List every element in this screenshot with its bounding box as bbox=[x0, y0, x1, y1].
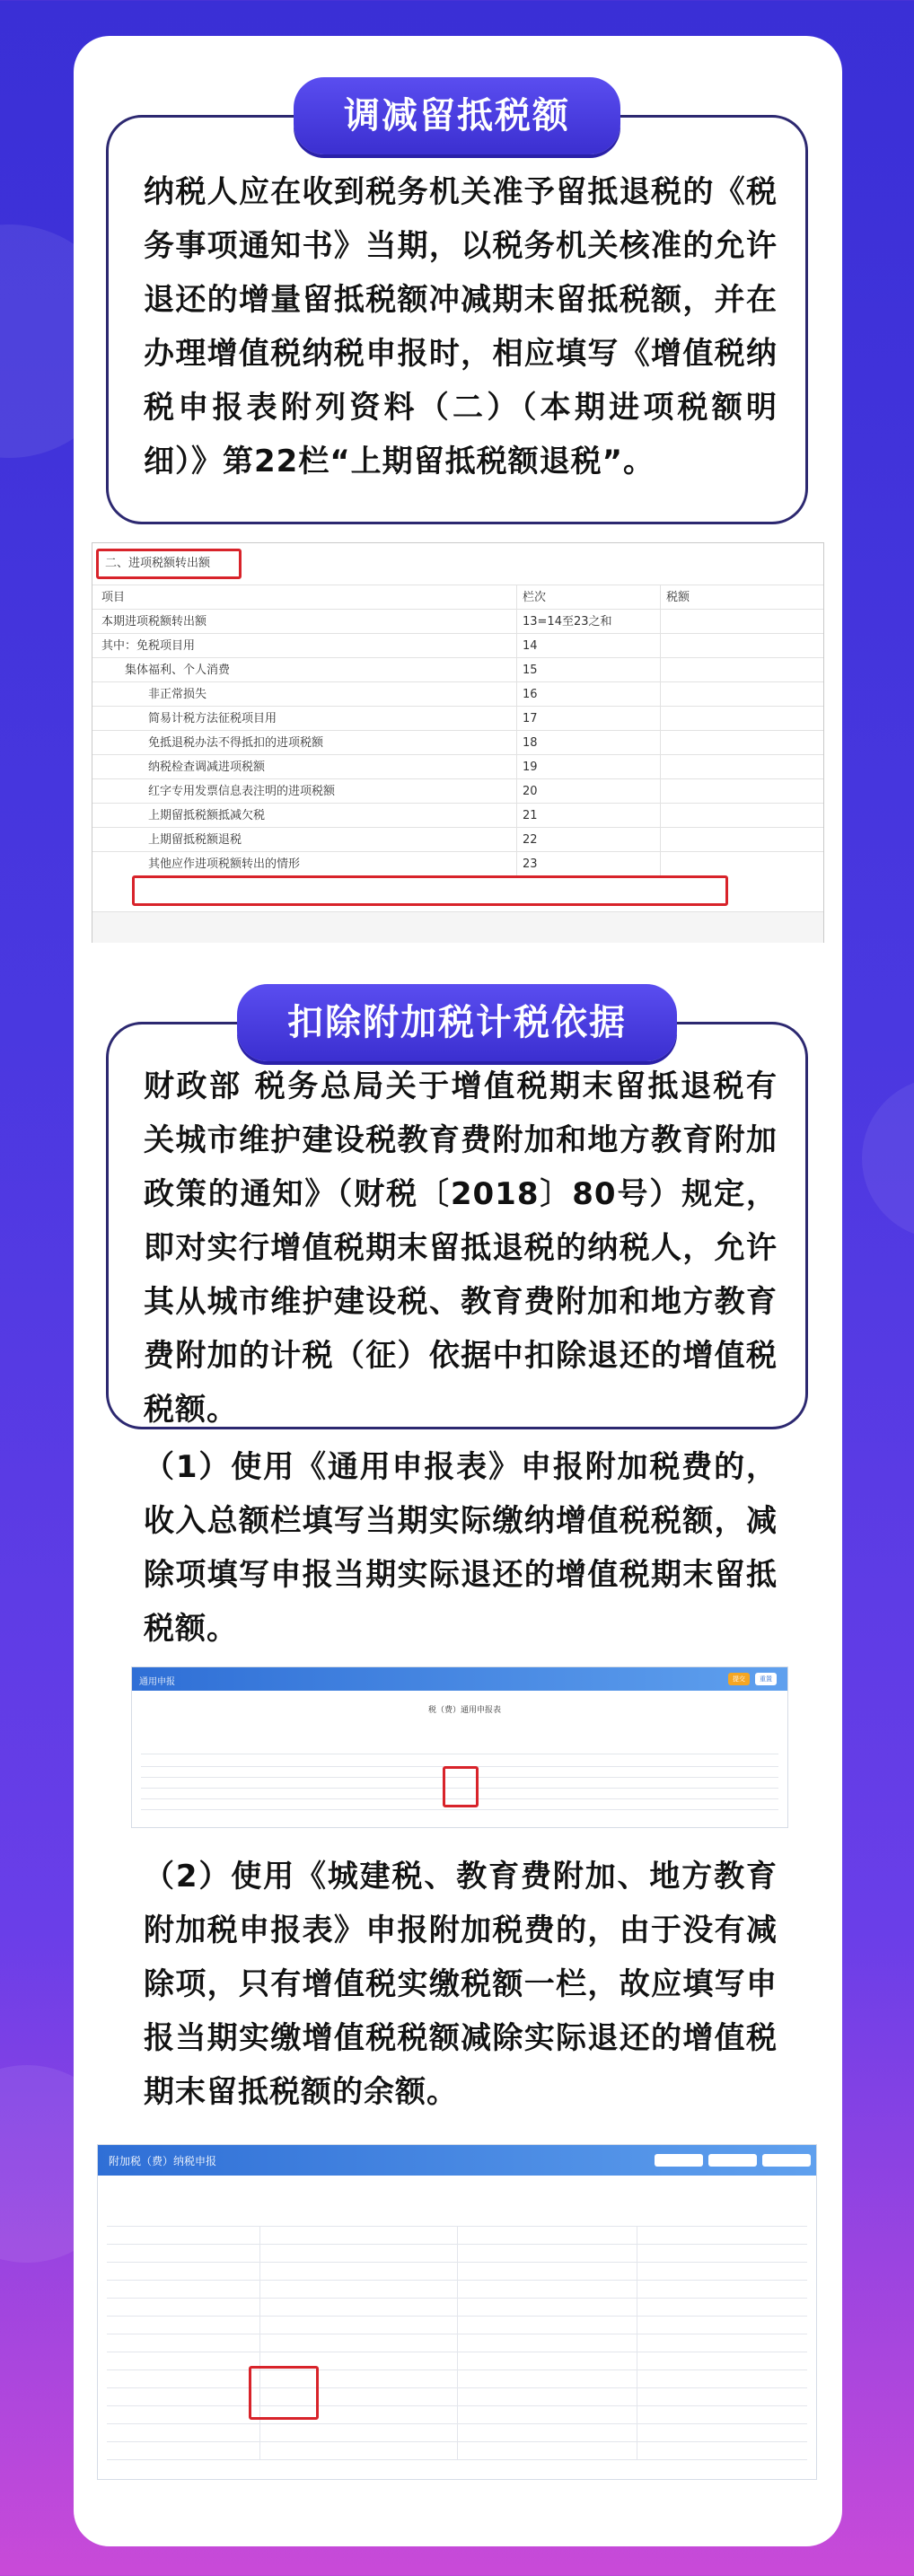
table-row bbox=[92, 633, 823, 658]
highlight-box bbox=[96, 549, 242, 579]
section2-para2: （2）使用《城建税、教育费附加、地方教育附加税申报表》申报附加税费的，由于没有减除项，只有增值税实缴税额一栏，故应填写申报当期实缴增值税税额减除实际退还的增值税期末留抵税额的余额。 bbox=[144, 1859, 778, 2110]
table-row bbox=[92, 754, 823, 779]
row-value bbox=[660, 779, 828, 804]
table-row bbox=[92, 803, 823, 828]
screenshot-header-title: 通用申报 bbox=[139, 1677, 175, 1687]
row-item: 集体福利、个人消费 bbox=[125, 664, 231, 677]
general-return-screenshot bbox=[131, 1666, 788, 1828]
row-col: 22 bbox=[516, 828, 657, 852]
table-header: 税额 bbox=[660, 585, 828, 610]
row-value bbox=[660, 707, 828, 731]
screenshot-subtitle: 税（费）通用申报表 bbox=[428, 1706, 502, 1715]
table-row bbox=[92, 778, 823, 804]
table-row bbox=[92, 851, 823, 876]
row-col: 21 bbox=[516, 804, 657, 828]
row-col: 13=14至23之和 bbox=[516, 610, 657, 634]
table-row bbox=[92, 681, 823, 707]
row-value bbox=[660, 828, 828, 852]
section2-para1: （1）使用《通用申报表》申报附加税费的，收入总额栏填写当期实际缴纳增值税税额，减除项填写申报当期实际退还的增值税期末留抵税额。 bbox=[144, 1449, 778, 1647]
row-col: 23 bbox=[516, 852, 657, 876]
screenshot-header bbox=[98, 2145, 816, 2176]
row-col: 17 bbox=[516, 707, 657, 731]
row-col: 15 bbox=[516, 658, 657, 682]
row-value bbox=[660, 755, 828, 779]
section1-title: 调减留抵税额 bbox=[294, 77, 620, 154]
row-item: 简易计税方法征税项目用 bbox=[148, 712, 277, 725]
row-item: 纳税检查调减进项税额 bbox=[148, 760, 266, 774]
row-value bbox=[660, 634, 828, 658]
table-row bbox=[92, 609, 823, 634]
surtax-return-screenshot bbox=[97, 2144, 817, 2480]
row-item: 上期留抵税额抵减欠税 bbox=[148, 809, 266, 822]
row-col: 19 bbox=[516, 755, 657, 779]
row-item: 免抵退税办法不得抵扣的进项税额 bbox=[148, 736, 324, 750]
table-header: 项目 bbox=[101, 591, 126, 604]
row-item: 红字专用发票信息表注明的进项税额 bbox=[148, 785, 336, 798]
row-value bbox=[660, 682, 828, 707]
table-row bbox=[92, 657, 823, 682]
screenshot-header bbox=[132, 1667, 787, 1691]
row-item: 非正常损失 bbox=[148, 688, 207, 701]
screenshot-header-title: 附加税（费）纳税申报 bbox=[109, 2155, 217, 2167]
row-col: 16 bbox=[516, 682, 657, 707]
section2-body: 财政部 税务总局关于增值税期末留抵退税有关城市维护建设税教育费附加和地方教育附加政策的通知》（财税〔2018〕80号）规定，即对实行增值税期末留抵退税的纳税人，允许其从城市维护建设税、教育费附加和地方教育费附加的计税（征）依据中扣除退还的增值税税额。 bbox=[144, 1068, 778, 1428]
section1-body: 纳税人应在收到税务机关准予留抵退税的《税务事项通知书》当期，以税务机关核准的允许退还的增量留抵税额冲减期末留抵税额，并在办理增值税纳税申报时，相应填写《增值税纳税申报表附列资料（二）（本期进项税额明细）》第22栏“上期留抵税额退税”。 bbox=[144, 174, 778, 479]
table-header-row bbox=[92, 585, 823, 610]
highlight-box bbox=[443, 1766, 479, 1807]
row-value bbox=[660, 852, 828, 876]
bg-circle bbox=[862, 1077, 914, 1239]
row-value bbox=[660, 804, 828, 828]
table-section-label: 二、进项税额转出额 bbox=[105, 557, 211, 570]
row-item: 上期留抵税额退税 bbox=[148, 833, 242, 847]
row-col: 14 bbox=[516, 634, 657, 658]
divider bbox=[141, 1809, 778, 1810]
row-value bbox=[660, 731, 828, 755]
toolbar-button[interactable] bbox=[655, 2154, 703, 2167]
toolbar-button[interactable] bbox=[762, 2154, 811, 2167]
divider bbox=[457, 2226, 458, 2459]
submit-button[interactable]: 提交 bbox=[728, 1673, 750, 1685]
reset-button[interactable]: 重置 bbox=[755, 1673, 777, 1685]
row-value bbox=[660, 658, 828, 682]
row-item: 其中：免税项目用 bbox=[101, 639, 196, 653]
divider bbox=[107, 2459, 807, 2460]
row-item: 其他应作进项税额转出的情形 bbox=[148, 857, 301, 871]
table-row bbox=[92, 706, 823, 731]
vat-table-screenshot bbox=[92, 542, 824, 943]
divider bbox=[259, 2226, 260, 2459]
highlight-box bbox=[249, 2366, 319, 2420]
row-col: 18 bbox=[516, 731, 657, 755]
table-header: 栏次 bbox=[516, 585, 657, 610]
table-footer-blank bbox=[92, 911, 823, 943]
highlight-box bbox=[132, 875, 728, 906]
table-row bbox=[92, 730, 823, 755]
row-item: 本期进项税额转出额 bbox=[101, 615, 207, 629]
toolbar-button[interactable] bbox=[708, 2154, 757, 2167]
row-col: 20 bbox=[516, 779, 657, 804]
section2-title: 扣除附加税计税依据 bbox=[237, 984, 677, 1061]
row-value bbox=[660, 610, 828, 634]
table-row bbox=[92, 827, 823, 852]
